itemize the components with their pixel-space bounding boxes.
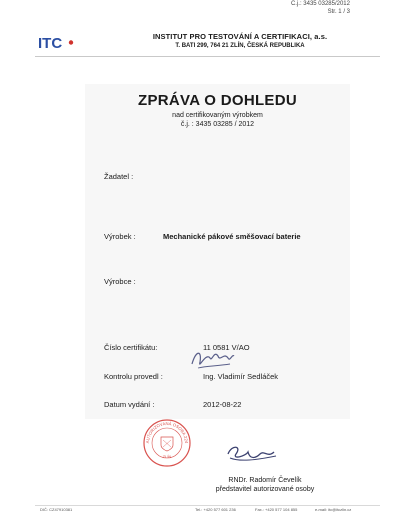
applicant-label: Žadatel : bbox=[104, 172, 134, 181]
certificate-value: 11 0581 V/AO bbox=[203, 343, 250, 352]
svg-text:ZLÍN: ZLÍN bbox=[162, 454, 172, 459]
authorization-stamp bbox=[142, 418, 192, 468]
report-subtitle: nad certifikovaným výrobkem bbox=[172, 112, 263, 119]
inspector-label: Kontrolu provedl : bbox=[104, 372, 163, 381]
svg-text:AUTORIZOVANÁ OSOBA 224: AUTORIZOVANÁ OSOBA 224 bbox=[144, 420, 190, 444]
report-title: ZPRÁVA O DOHLEDU bbox=[138, 92, 297, 109]
institute-name: INSTITUT PRO TESTOVÁNÍ A CERTIFIKACI, a.s. bbox=[152, 32, 328, 41]
header-divider bbox=[35, 56, 380, 57]
inspector-value: Ing. Vladimír Sedláček bbox=[203, 372, 279, 381]
reference-number: Č.j.: 3435 03285/2012 bbox=[290, 1, 350, 7]
product-label: Výrobek : bbox=[104, 232, 136, 241]
signatory-role: představitel autorizované osoby bbox=[215, 486, 315, 493]
svg-text:ITC: ITC bbox=[38, 35, 63, 50]
footer-dic: DIČ: CZ47910381 bbox=[40, 507, 73, 512]
report-subtitle-block bbox=[85, 111, 350, 129]
manufacturer-label: Výrobce : bbox=[104, 277, 136, 286]
date-value: 2012-08-22 bbox=[203, 400, 242, 409]
footer-fax: Fax.: +420 577 104 855 bbox=[255, 507, 298, 512]
footer-divider bbox=[35, 505, 380, 506]
report-reference: č.j. : 3435 03285 / 2012 bbox=[180, 121, 255, 128]
document-reference bbox=[291, 0, 350, 16]
page-number: Str. 1 / 3 bbox=[327, 9, 350, 15]
signatory-name: RNDr. Radomír Čevelík bbox=[228, 477, 302, 484]
footer-tel: Tel.: +420 577 601 236 bbox=[195, 507, 236, 512]
signatory-block bbox=[195, 476, 335, 494]
itc-logo bbox=[38, 34, 78, 50]
institute-block bbox=[150, 32, 330, 49]
institute-address: T. BATI 299, 764 21 ZLÍN, ČESKÁ REPUBLIKA bbox=[175, 43, 305, 49]
footer-email: e-mail: itc@itczlin.cz bbox=[315, 507, 352, 512]
representative-signature bbox=[222, 440, 282, 468]
certificate-label: Číslo certifikátu: bbox=[104, 343, 158, 352]
product-value: Mechanické pákové směšovací baterie bbox=[163, 232, 301, 241]
date-label: Datum vydání : bbox=[104, 400, 155, 409]
